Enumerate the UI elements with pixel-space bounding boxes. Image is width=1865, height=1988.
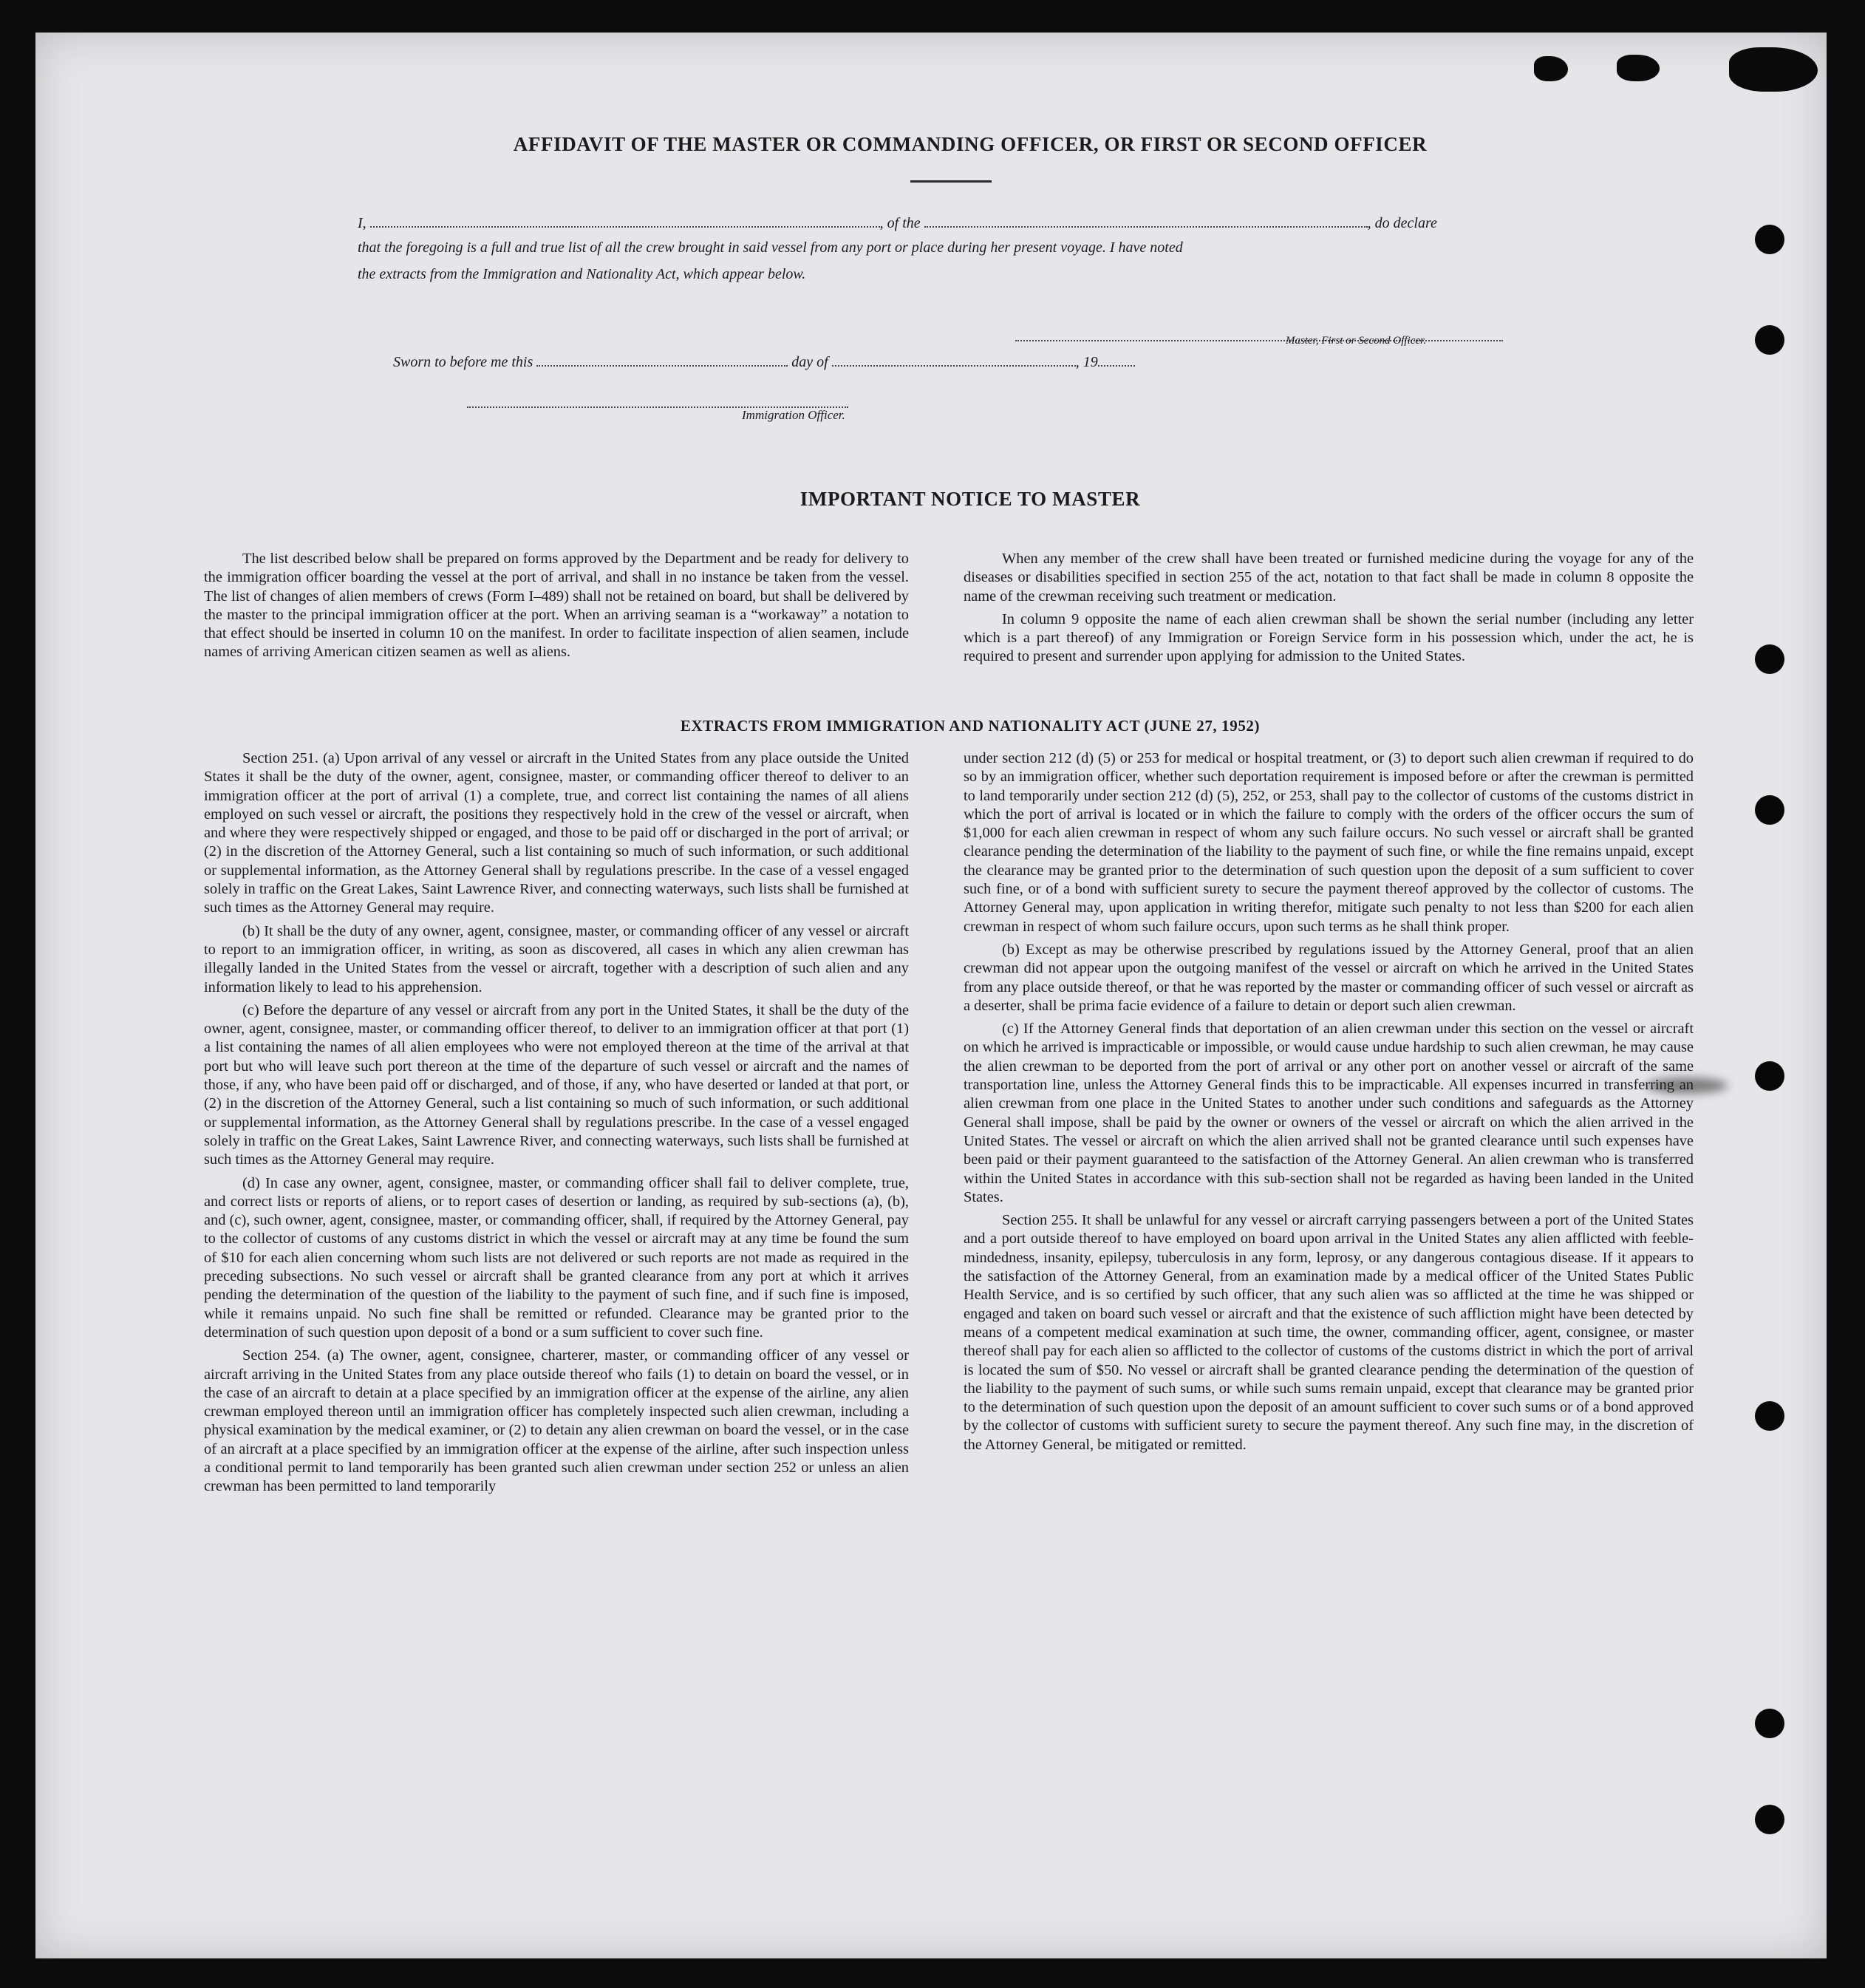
extract-paragraph: (b) It shall be the duty of any owner, agent, consignee, master, or commanding officer of any vessel or aircraft to report to an immigration officer, in writing, as soon as discovered, all cases in which any alien crewman has illegally landed in the United States from the vessel or aircraft, together with a description of such alien and any information likely to lead to his apprehension. [204,922,909,995]
sworn-prefix: Sworn to before me this [393,354,533,370]
sworn-year-prefix: , 19 [1075,354,1098,370]
ink-blot [1534,56,1568,81]
extract-paragraph: Section 255. It shall be unlawful for any vessel or aircraft carrying passengers between a port of the United States and a port outside thereof to have employed on board upon arrival in the United States any alien afflicted with feeble-mindedness, insanity, epilepsy, tuberculosis in any form, leprosy, or any dangerous contagious disease. If it appears to the satisfaction of the Attorney General, from an examination made by a medical officer of the United States Public Health Service, and is so certified by such officer, that any such alien was so afflicted at the time he was shipped or engaged and taken on board such vessel or aircraft and that the existence of such affliction might have been detected by means of a competent medical examination at such time, the owner, commanding officer, agent, consignee, or master thereof shall pay for each alien so afflicted to the collector of customs of the customs district in which the port of arrival is located the sum of $50. No vessel or aircraft shall be granted clearance pending the determination of the question of the liability to the payment of such sums, or while such sums remain unpaid, except that clearance may be granted prior to the determination of such question upon the deposit of an amount sufficient to cover such sums or of a bond approved by the collector of customs with sufficient surety to secure the payment thereof. Any such fine may, in the discretion of the Attorney General, be mitigated or remitted. [964,1212,1694,1453]
sworn-day-of: day of [791,354,828,370]
vessel-field[interactable] [924,213,1368,228]
affidavit-title: AFFIDAVIT OF THE MASTER OR COMMANDING OFFICER, OR FIRST OR SECOND OFFICER [513,133,1428,155]
sworn-year-field[interactable] [1098,352,1135,367]
extracts-left-column [204,749,909,1501]
extract-paragraph: (d) In case any owner, agent, consignee, master, or commanding officer shall fail to deliver complete, true, and correct lists or reports of aliens, or to report cases of desertion or landing, as required by sub-sections (a), (b), and (c), such owner, agent, consignee, master, or commanding officer, shall, if required by the Attorney General, pay to the collector of customs of any customs district in which the vessel or aircraft may at any time be found the sum of $10 for each alien concerning whom such lists are not delivered or such reports are not made as required in the preceding subsections. No such vessel or aircraft shall be granted clearance from any port at which it arrives pending the determination of the question of the liability to the payment of such fine, and if such fine is imposed, while it remains unpaid. No such fine shall be remitted or refunded. Clearance may be granted prior to the determination of such question upon deposit of a bond or a sum sufficient to cover such fine. [204,1174,909,1341]
title-underline [910,180,992,183]
notice-right-paragraph: When any member of the crew shall have been treated or furnished medicine during the voyage for any of the diseases or disabilities specified in section 255 of the act, notation to that fact shall be made in column 8 opposite the name of the crewman receiving such treatment or medication. [964,551,1694,605]
notice-left-paragraph: The list described below shall be prepared on forms approved by the Department and be ready for delivery to the immigration officer boarding the vessel at the port of arrival, and shall in no instance be taken from the vessel. The list of changes of alien members of crews (Form I–489) shall not be retained on board, but shall be delivered by the master to the principal immigration officer at the port. When an arriving seaman is a “workaway” a notation to that effect should be inserted in column 10 on the manifest. In order to facilitate inspection of alien seamen, include names of arriving American citizen seamen as well as aliens. [204,551,909,661]
punch-hole [1755,644,1784,674]
extracts-title: EXTRACTS FROM IMMIGRATION AND NATIONALITY ACT (JUNE 27, 1952) [680,717,1261,735]
master-signature-line[interactable] [1015,327,1503,341]
punch-hole [1755,225,1784,254]
notice-right-column [964,550,1694,671]
officer-signature-line[interactable] [467,393,848,408]
name-field[interactable] [370,213,880,228]
master-signature-label: Master, First or Second Officer. [1286,335,1426,347]
sworn-day-field[interactable] [536,352,788,367]
punch-hole [1755,325,1784,355]
declaration-of-the: , of the [879,215,921,231]
sworn-line [393,352,1135,371]
notice-title: IMPORTANT NOTICE TO MASTER [799,488,1141,510]
declaration-line [358,213,1437,232]
notice-right-paragraph: In column 9 opposite the name of each alien crewman shall be shown the serial number (including any letter which is a part thereof) of any Immigration or Foreign Service form in his possession which, under the act, he is required to present and surrender upon applying for admission to the United States. [964,610,1694,665]
extract-paragraph: (b) Except as may be otherwise prescribed by regulations issued by the Attorney General, proof that an alien crewman did not appear upon the outgoing manifest of the vessel or aircraft on which he arrived in the United States from any place outside thereof, or that he was reported by the master or commanding officer of such vessel or aircraft as a deserter, shall be prima facie evidence of a failure to detain or deport such alien crewman. [964,941,1694,1014]
extract-paragraph: under section 212 (d) (5) or 253 for medical or hospital treatment, or (3) to deport such alien crewman if required to do so by an immigration officer, whether such deportation requirement is imposed before or after the crewman is permitted to land temporarily under section 212 (d) (5), 252, or 253, shall pay to the collector of customs of the customs district in which the port of arrival is located or in which the failure to comply with the orders of the officer occurs the sum of $1,000 for each alien crewman in respect of whom any such failure occurs. No such vessel or aircraft shall be granted clearance pending the determination of the liability to the payment of such fine, or while the fine remains unpaid, except the clearance may be granted prior to the determination of such question upon the deposit of a sum sufficient to cover such fine, or of a bond with sufficient surety to secure the payment thereof approved by the collector of customs. The Attorney General may, upon application in writing therefor, mitigate such penalty to not less than $200 for each alien crewman in respect of whom such failure occurs, upon such terms as he shall think proper. [964,750,1694,935]
extract-paragraph: Section 251. (a) Upon arrival of any vessel or aircraft in the United States from any place outside the United States it shall be the duty of the owner, agent, consignee, master, or commanding officer thereof to deliver to an immigration officer at the port of arrival (1) a complete, true, and correct list containing the names of all aliens employed on such vessel or aircraft, the positions they respectively hold in the crew of the vessel or aircraft, when and where they were respectively shipped or engaged, and those to be paid off or discharged in the port of arrival; or (2) in the discretion of the Attorney General, such a list containing so much of such information, or such additional or supplemental information, as the Attorney General shall by regulations prescribe. In the case of a vessel engaged solely in traffic on the Great Lakes, Saint Lawrence River, and connecting waterways, such lists shall be furnished at such times as the Attorney General may require. [204,750,909,916]
notice-left-column [204,550,909,667]
punch-hole [1755,1401,1784,1431]
declaration-declare: , do declare [1367,215,1437,231]
extract-paragraph: Section 254. (a) The owner, agent, consignee, charterer, master, or commanding officer of any vessel or aircraft arriving in the United States from any place outside thereof who fails (1) to detain on board the vessel, or in the case of an aircraft to detain at a place specified by an immigration officer at the expense of the airline, any alien crewman employed thereon until an immigration officer has completely inspected such alien crewman, including a physical examination by the medical examiner, or (2) to detain any alien crewman on board the vessel, or in the case of an aircraft at a place specified by an immigration officer at the expense of the airline, after such inspection unless a conditional permit to land temporarily has been granted such alien crewman under section 252 or unless an alien crewman has been permitted to land temporarily [204,1347,909,1495]
declaration-sentence-1: that the foregoing is a full and true list of all the crew brought in said vessel from any port or place during her present voyage. I have noted [358,239,1183,256]
declaration-sentence-2: the extracts from the Immigration and Nationality Act, which appear below. [358,266,806,282]
extract-paragraph: (c) Before the departure of any vessel or aircraft from any port in the United States, it shall be the duty of the owner, agent, consignee, master, or commanding officer thereof, to deliver to an immigration officer at that port (1) a list containing the names of all alien employees who were not employed thereon at the time of the arrival at that port but who will leave such port thereon at the time of the departure of such vessel or aircraft and the names of those, if any, who have been paid off or discharged, and of those, if any, who have deserted or landed at that port, or (2) in the discretion of the Attorney General, such a list containing so much of such information, or such additional or supplemental information, as the Attorney General shall by regulations prescribe. In the case of a vessel engaged solely in traffic on the Great Lakes, Saint Lawrence River, and connecting waterways, such lists shall be furnished at such times as the Attorney General may require. [204,1001,909,1168]
extract-paragraph: (c) If the Attorney General finds that deportation of an alien crewman under this section on the vessel or aircraft on which he arrived is impracticable or impossible, or would cause undue hardship to such alien crewman, he may cause the alien crewman to be deported from the port of arrival or any other port on another vessel or aircraft of the same transportation line, unless the Attorney General finds this to be impracticable. All expenses incurred in transferring an alien crewman from one place in the United States to another under such conditions and safeguards as the Attorney General shall impose, shall be paid by the owner or owners of the vessel or aircraft on which the alien arrived in the United States. The vessel or aircraft on which the alien arrived shall not be granted clearance until such expenses have been paid or their payment guaranteed to the satisfaction of the Attorney General. An alien crewman who is transferred within the United States in accordance with this sub-section shall not be regarded as having been landed in the United States. [964,1021,1694,1205]
punch-hole [1755,1805,1784,1834]
ink-blot [1617,55,1660,81]
punch-hole [1755,1709,1784,1738]
punch-hole [1755,795,1784,825]
extracts-right-column [964,749,1694,1459]
officer-signature-label: Immigration Officer. [742,408,845,422]
ink-blot [1729,47,1818,92]
declaration-i: I, [358,215,366,231]
document-page [35,33,1827,1958]
punch-hole [1755,1061,1784,1091]
sworn-month-field[interactable] [832,352,1076,367]
